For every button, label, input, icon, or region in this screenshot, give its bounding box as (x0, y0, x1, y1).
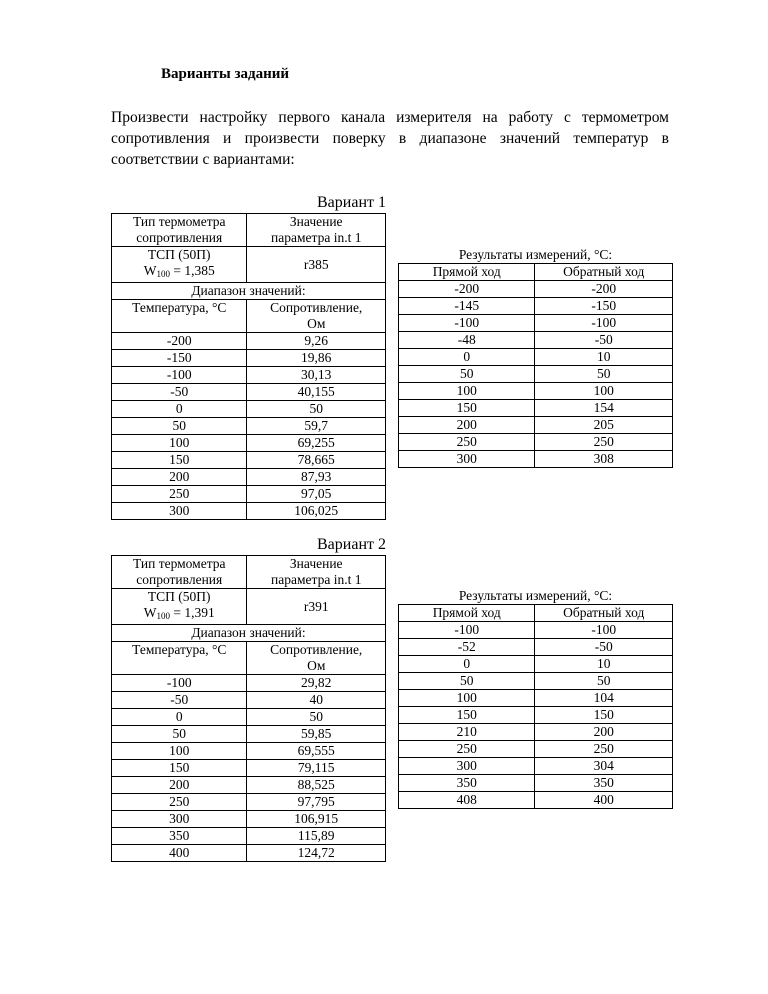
table-row (112, 469, 386, 486)
resistance-value: 115,89 (247, 828, 386, 845)
resistance-value: 106,915 (247, 811, 386, 828)
backward-run-value: 250 (535, 741, 673, 758)
table-row (399, 724, 673, 741)
forward-run-value: 150 (399, 400, 535, 417)
variant-title: Вариант 1 (317, 194, 386, 211)
thermometer-type-header: сопротивления (112, 572, 247, 589)
results-caption: Результаты измерений, °С: (458, 588, 613, 603)
measurement-results-table (398, 263, 673, 468)
temperature-value: 150 (112, 452, 247, 469)
table-row (399, 792, 673, 809)
backward-run-value: 104 (535, 690, 673, 707)
temperature-header (112, 316, 247, 333)
temperature-value: 150 (112, 760, 247, 777)
temperature-value: -150 (112, 350, 247, 367)
resistance-value: 29,82 (247, 675, 386, 692)
task-intro-paragraph: Произвести настройку первого канала измерителя на работу с термометром сопротивления и произвести поверку в диапазоне значений температур в соответствии с вариантами: (111, 109, 669, 168)
backward-run-value: 50 (535, 366, 673, 383)
backward-run-value: 100 (535, 383, 673, 400)
table-row (112, 811, 386, 828)
forward-run-value: 250 (399, 434, 535, 451)
forward-run-value: -100 (399, 315, 535, 332)
backward-run-value: -50 (535, 332, 673, 349)
forward-run-value: -145 (399, 298, 535, 315)
forward-run-value: 210 (399, 724, 535, 741)
resistance-header: Ом (247, 316, 386, 333)
table-row (399, 451, 673, 468)
table-row (112, 726, 386, 743)
parameter-value: r385 (247, 247, 386, 283)
temperature-value: 0 (112, 709, 247, 726)
temperature-header: Температура, °С (112, 300, 247, 317)
temperature-header (112, 658, 247, 675)
backward-run-value: -50 (535, 639, 673, 656)
backward-run-value: 200 (535, 724, 673, 741)
table-row (112, 777, 386, 794)
table-row (112, 367, 386, 384)
forward-run-value: 0 (399, 349, 535, 366)
measurement-results-table (398, 604, 673, 809)
backward-run-value: 10 (535, 656, 673, 673)
forward-run-value: 300 (399, 451, 535, 468)
table-row (112, 418, 386, 435)
table-row (112, 828, 386, 845)
forward-run-header: Прямой ход (399, 605, 535, 622)
forward-run-value: 350 (399, 775, 535, 792)
backward-run-value: 400 (535, 792, 673, 809)
temperature-value: 300 (112, 503, 247, 520)
temperature-value: 50 (112, 726, 247, 743)
table-row (399, 417, 673, 434)
backward-run-value: 250 (535, 434, 673, 451)
table-row (112, 675, 386, 692)
table-row (399, 298, 673, 315)
table-row (399, 622, 673, 639)
parameter-value-header: Значение (247, 556, 386, 573)
forward-run-value: -200 (399, 281, 535, 298)
table-row (399, 656, 673, 673)
table-row (399, 366, 673, 383)
temperature-value: -50 (112, 384, 247, 401)
section-heading: Варианты заданий (161, 66, 290, 82)
table-row (399, 315, 673, 332)
resistance-value: 50 (247, 401, 386, 418)
backward-run-value: 154 (535, 400, 673, 417)
backward-run-value: 205 (535, 417, 673, 434)
thermometer-type-header: сопротивления (112, 230, 247, 247)
temperature-value: 100 (112, 435, 247, 452)
resistance-value: 124,72 (247, 845, 386, 862)
temperature-value: 300 (112, 811, 247, 828)
resistance-value: 50 (247, 709, 386, 726)
backward-run-value: 150 (535, 707, 673, 724)
resistance-header: Ом (247, 658, 386, 675)
resistance-value: 106,025 (247, 503, 386, 520)
temperature-value: -100 (112, 367, 247, 384)
resistance-value: 69,255 (247, 435, 386, 452)
table-row (112, 401, 386, 418)
variant-parameters-table (111, 555, 386, 862)
resistance-value: 59,7 (247, 418, 386, 435)
table-row (399, 690, 673, 707)
resistance-value: 97,05 (247, 486, 386, 503)
backward-run-value: 308 (535, 451, 673, 468)
variant-parameters-table (111, 213, 386, 520)
backward-run-header: Обратный ход (535, 605, 673, 622)
table-row (112, 692, 386, 709)
forward-run-value: 100 (399, 690, 535, 707)
temperature-value: 50 (112, 418, 247, 435)
temperature-value: 200 (112, 777, 247, 794)
results-caption: Результаты измерений, °С: (458, 247, 613, 262)
forward-run-value: 250 (399, 741, 535, 758)
table-row (112, 845, 386, 862)
backward-run-value: -100 (535, 622, 673, 639)
forward-run-value: -52 (399, 639, 535, 656)
table-row (399, 707, 673, 724)
variant-title: Вариант 2 (317, 536, 386, 553)
temperature-value: 0 (112, 401, 247, 418)
table-row (112, 333, 386, 350)
table-row (112, 743, 386, 760)
forward-run-value: -100 (399, 622, 535, 639)
w100-coefficient: $W_{100} = 1,385$ (112, 263, 247, 283)
resistance-value: 79,115 (247, 760, 386, 777)
backward-run-value: -150 (535, 298, 673, 315)
forward-run-value: -48 (399, 332, 535, 349)
resistance-value: 97,795 (247, 794, 386, 811)
thermometer-type-header: Тип термометра (112, 556, 247, 573)
parameter-value: r391 (247, 589, 386, 625)
backward-run-value: -100 (535, 315, 673, 332)
thermometer-type: ТСП (50П) (112, 247, 247, 264)
temperature-header: Температура, °С (112, 642, 247, 659)
table-row (399, 741, 673, 758)
backward-run-value: 304 (535, 758, 673, 775)
temperature-value: 200 (112, 469, 247, 486)
table-row (399, 673, 673, 690)
temperature-value: -200 (112, 333, 247, 350)
resistance-value: 9,26 (247, 333, 386, 350)
forward-run-value: 50 (399, 366, 535, 383)
forward-run-header: Прямой ход (399, 264, 535, 281)
forward-run-value: 100 (399, 383, 535, 400)
backward-run-value: 350 (535, 775, 673, 792)
table-row (112, 350, 386, 367)
resistance-value: 88,525 (247, 777, 386, 794)
resistance-value: 40,155 (247, 384, 386, 401)
w100-coefficient: $W_{100} = 1,391$ (112, 605, 247, 625)
resistance-header: Сопротивление, (247, 300, 386, 317)
range-label: Диапазон значений: (112, 625, 386, 642)
temperature-value: -100 (112, 675, 247, 692)
table-row (112, 435, 386, 452)
resistance-value: 87,93 (247, 469, 386, 486)
table-row (399, 775, 673, 792)
resistance-header: Сопротивление, (247, 642, 386, 659)
backward-run-value: 50 (535, 673, 673, 690)
resistance-value: 19,86 (247, 350, 386, 367)
table-row (112, 486, 386, 503)
resistance-value: 59,85 (247, 726, 386, 743)
backward-run-value: -200 (535, 281, 673, 298)
resistance-value: 78,665 (247, 452, 386, 469)
table-row (399, 281, 673, 298)
table-row (112, 503, 386, 520)
temperature-value: 400 (112, 845, 247, 862)
table-row (112, 709, 386, 726)
table-row (112, 794, 386, 811)
temperature-value: 250 (112, 486, 247, 503)
resistance-value: 69,555 (247, 743, 386, 760)
table-row (399, 349, 673, 366)
parameter-value-header: параметра in.t 1 (247, 230, 386, 247)
temperature-value: 100 (112, 743, 247, 760)
backward-run-header: Обратный ход (535, 264, 673, 281)
temperature-value: 350 (112, 828, 247, 845)
forward-run-value: 300 (399, 758, 535, 775)
temperature-value: -50 (112, 692, 247, 709)
forward-run-value: 150 (399, 707, 535, 724)
parameter-value-header: Значение (247, 214, 386, 231)
range-label: Диапазон значений: (112, 283, 386, 300)
table-row (399, 400, 673, 417)
forward-run-value: 408 (399, 792, 535, 809)
temperature-value: 250 (112, 794, 247, 811)
parameter-value-header: параметра in.t 1 (247, 572, 386, 589)
forward-run-value: 50 (399, 673, 535, 690)
forward-run-value: 200 (399, 417, 535, 434)
table-row (399, 434, 673, 451)
resistance-value: 40 (247, 692, 386, 709)
table-row (399, 639, 673, 656)
forward-run-value: 0 (399, 656, 535, 673)
table-row (399, 383, 673, 400)
table-row (112, 384, 386, 401)
table-row (399, 758, 673, 775)
table-row (399, 332, 673, 349)
resistance-value: 30,13 (247, 367, 386, 384)
table-row (112, 760, 386, 777)
thermometer-type-header: Тип термометра (112, 214, 247, 231)
table-row (112, 452, 386, 469)
thermometer-type: ТСП (50П) (112, 589, 247, 606)
backward-run-value: 10 (535, 349, 673, 366)
